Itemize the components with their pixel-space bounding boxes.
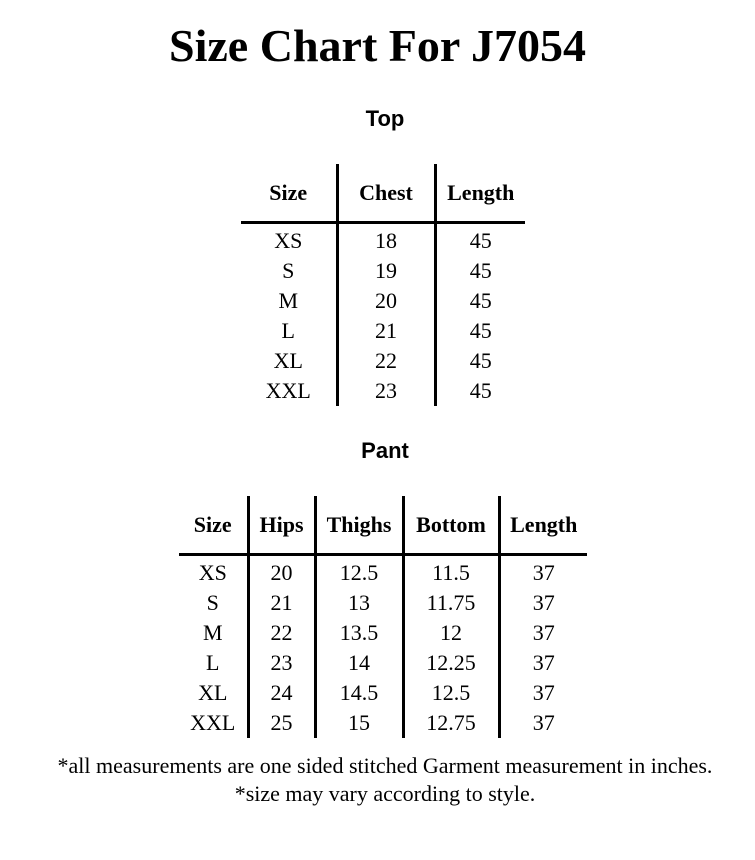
top-cell-chest: 19: [337, 256, 435, 286]
pant-cell-size: M: [202, 620, 223, 645]
table-row: [241, 346, 525, 376]
pant-cell-bottom: 12.75: [403, 708, 499, 738]
table-row: [179, 588, 587, 618]
pant-cell-thighs: 13.5: [315, 618, 403, 648]
pant-cell-size: XL: [198, 680, 228, 705]
pant-cell-thighs: 12.5: [315, 555, 403, 589]
size-variation-note: *size may vary according to style.: [234, 781, 536, 806]
pant-section-title: Pant: [361, 438, 409, 463]
pant-cell-length: 37: [499, 588, 587, 618]
top-cell-chest: 22: [337, 346, 435, 376]
top-cell-length: 45: [435, 346, 525, 376]
pant-cell-size: L: [206, 650, 220, 675]
pant-header-thighs: Thighs: [315, 496, 403, 555]
pant-cell-thighs: 14.5: [315, 678, 403, 708]
pant-cell-hips: 24: [248, 678, 315, 708]
pant-cell-bottom: 11.5: [403, 555, 499, 589]
pant-cell-length: 37: [499, 678, 587, 708]
top-cell-length: 45: [435, 256, 525, 286]
pant-cell-length: 37: [499, 708, 587, 738]
top-cell-size: XXL: [265, 378, 311, 403]
table-row: [241, 316, 525, 346]
top-cell-size: XL: [273, 348, 303, 373]
footnotes: [0, 752, 755, 808]
top-cell-chest: 23: [337, 376, 435, 406]
pant-cell-thighs: 15: [315, 708, 403, 738]
page-title: Size Chart For J7054: [169, 20, 586, 71]
top-cell-length: 45: [435, 286, 525, 316]
pant-cell-bottom: 12.5: [403, 678, 499, 708]
top-size-table: [241, 164, 525, 406]
pant-cell-size: S: [206, 590, 219, 615]
table-row: [179, 708, 587, 738]
pant-cell-hips: 22: [248, 618, 315, 648]
pant-cell-hips: 21: [248, 588, 315, 618]
top-header-chest: Chest: [337, 164, 435, 223]
top-cell-size: XS: [274, 228, 303, 253]
pant-cell-thighs: 13: [315, 588, 403, 618]
top-table-header-row: [241, 164, 525, 223]
top-cell-size: S: [282, 258, 295, 283]
top-cell-size: M: [278, 288, 299, 313]
pant-cell-bottom: 12: [403, 618, 499, 648]
table-row: [241, 376, 525, 406]
top-cell-chest: 20: [337, 286, 435, 316]
pant-header-hips: Hips: [248, 496, 315, 555]
pant-header-size: Size: [179, 496, 248, 555]
table-row: [241, 286, 525, 316]
pant-cell-length: 37: [499, 618, 587, 648]
top-cell-chest: 21: [337, 316, 435, 346]
top-cell-chest: 18: [337, 223, 435, 257]
table-row: [179, 618, 587, 648]
pant-cell-hips: 20: [248, 555, 315, 589]
pant-cell-thighs: 14: [315, 648, 403, 678]
top-section-title: Top: [365, 106, 405, 131]
pant-header-bottom: Bottom: [403, 496, 499, 555]
table-row: [179, 555, 587, 589]
top-cell-length: 45: [435, 223, 525, 257]
top-header-length: Length: [435, 164, 525, 223]
pant-header-length: Length: [499, 496, 587, 555]
pant-cell-size: XXL: [190, 710, 236, 735]
pant-cell-length: 37: [499, 648, 587, 678]
table-row: [179, 648, 587, 678]
pant-table-header-row: [179, 496, 587, 555]
top-cell-length: 45: [435, 376, 525, 406]
top-cell-size: L: [281, 318, 295, 343]
pant-size-table: [179, 496, 587, 738]
pant-cell-bottom: 11.75: [403, 588, 499, 618]
pant-cell-bottom: 12.25: [403, 648, 499, 678]
pant-cell-hips: 25: [248, 708, 315, 738]
pant-cell-size: XS: [198, 560, 227, 585]
measurement-note: *all measurements are one sided stitched Garment measurement in inches.: [57, 753, 713, 778]
top-header-size: Size: [241, 164, 337, 223]
table-row: [241, 223, 525, 257]
table-row: [179, 678, 587, 708]
table-row: [241, 256, 525, 286]
top-cell-length: 45: [435, 316, 525, 346]
pant-cell-length: 37: [499, 555, 587, 589]
pant-cell-hips: 23: [248, 648, 315, 678]
